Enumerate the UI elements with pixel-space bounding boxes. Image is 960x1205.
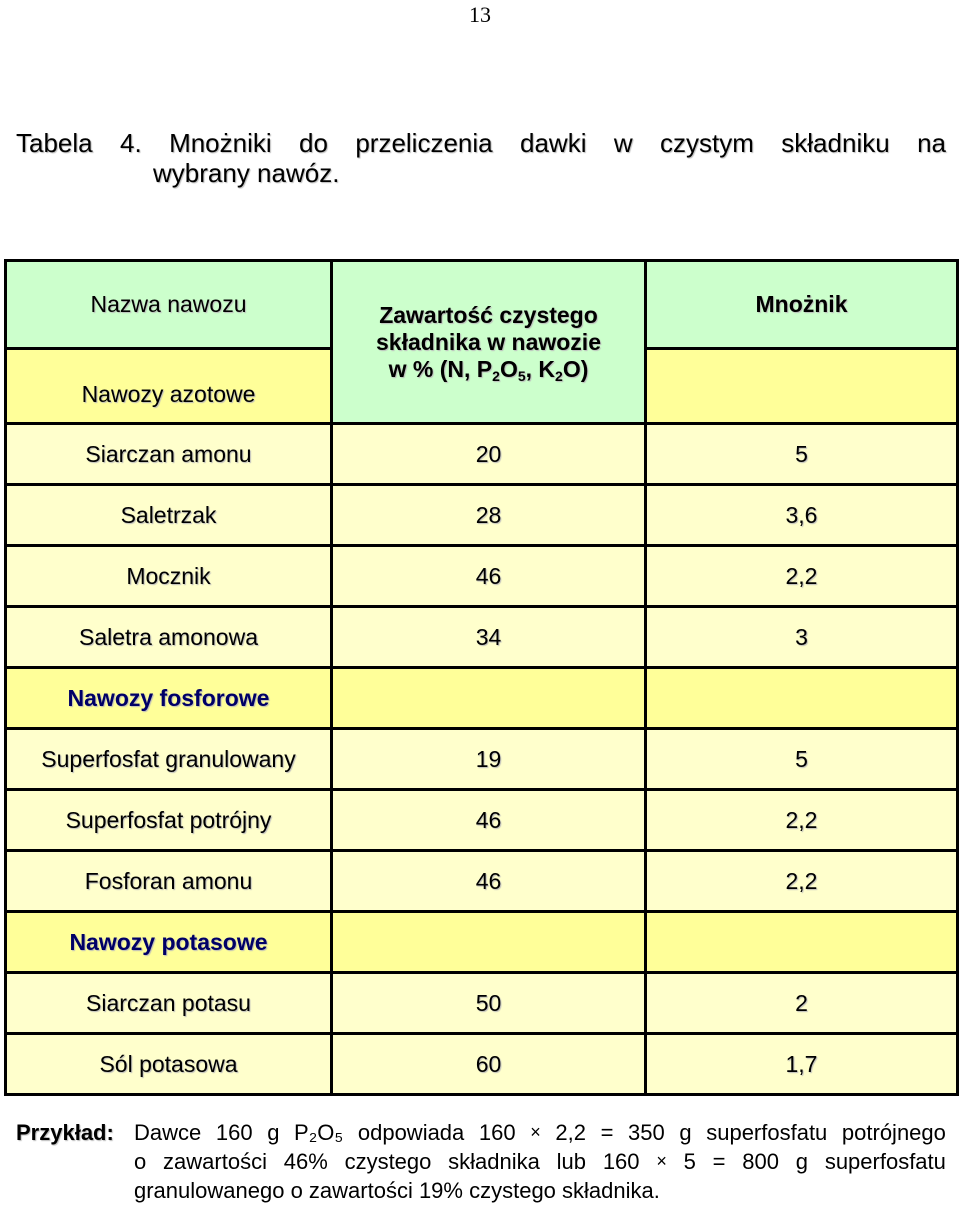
multiply-sign: × — [656, 1151, 667, 1171]
row-name: Siarczan amonu — [6, 424, 332, 485]
row-content: 60 — [332, 1034, 646, 1095]
category-label: Nawozy fosforowe — [6, 668, 332, 729]
table-row — [6, 424, 958, 485]
row-content: 46 — [332, 546, 646, 607]
row-content: 46 — [332, 851, 646, 912]
row-multiplier: 1,7 — [646, 1034, 958, 1095]
category-empty-cell — [646, 349, 958, 424]
row-multiplier: 5 — [646, 729, 958, 790]
fertilizer-multiplier-table — [4, 259, 959, 1096]
header-content-line-2: składnika w nawozie — [376, 328, 601, 355]
caption-line-2: wybrany nawóz. — [153, 158, 340, 188]
category-row — [6, 912, 958, 973]
row-content: 19 — [332, 729, 646, 790]
table-header-row — [6, 261, 958, 349]
row-multiplier: 3 — [646, 607, 958, 668]
category-label: Nawozy azotowe — [6, 349, 332, 424]
row-name: Sól potasowa — [6, 1034, 332, 1095]
table-row — [6, 790, 958, 851]
table-row — [6, 1034, 958, 1095]
table-row — [6, 546, 958, 607]
row-name: Siarczan potasu — [6, 973, 332, 1034]
row-name: Mocznik — [6, 546, 332, 607]
example-label: Przykład: — [16, 1120, 114, 1145]
table-row — [6, 851, 958, 912]
category-empty-cell — [332, 668, 646, 729]
header-content — [332, 261, 646, 424]
caption-word: do — [299, 128, 328, 158]
caption-line-1 — [16, 128, 946, 158]
caption-word: składniku — [781, 128, 890, 158]
row-content: 50 — [332, 973, 646, 1034]
row-name: Saletrzak — [6, 485, 332, 546]
category-label: Nawozy potasowe — [6, 912, 332, 973]
example-text-line-1: Dawce 160 g P₂O₅ odpowiada 160 × 2,2 = 350 g superfosfatu potrójnego — [134, 1120, 946, 1145]
header-name: Nazwa nawozu — [6, 261, 332, 349]
category-empty-cell — [646, 668, 958, 729]
row-name: Superfosfat potrójny — [6, 790, 332, 851]
row-content: 46 — [332, 790, 646, 851]
category-empty-cell — [332, 912, 646, 973]
example-text-line-2: o zawartości 46% czystego składnika lub 160 × 5 = 800 g superfosfatu — [134, 1149, 946, 1174]
table-row — [6, 729, 958, 790]
table-row — [6, 485, 958, 546]
caption-word: Tabela — [16, 128, 93, 158]
multiply-sign: × — [530, 1122, 541, 1142]
table-caption — [16, 128, 946, 188]
row-content: 28 — [332, 485, 646, 546]
caption-word: dawki — [520, 128, 587, 158]
row-multiplier: 2,2 — [646, 851, 958, 912]
row-name: Superfosfat granulowany — [6, 729, 332, 790]
caption-word: czystym — [660, 128, 754, 158]
row-multiplier: 2,2 — [646, 546, 958, 607]
page-number: 13 — [469, 2, 491, 27]
caption-word: na — [917, 128, 946, 158]
table-row — [6, 973, 958, 1034]
row-multiplier: 2,2 — [646, 790, 958, 851]
caption-word: 4. — [120, 128, 142, 158]
row-name: Saletra amonowa — [6, 607, 332, 668]
caption-word: przeliczenia — [355, 128, 493, 158]
fertilizer-table-container — [4, 259, 959, 1096]
caption-word: w — [613, 128, 633, 158]
header-content-line-3: w % (N, $P_2O_5$, $K_2O$) — [388, 355, 589, 384]
row-multiplier: 5 — [646, 424, 958, 485]
table-row — [6, 607, 958, 668]
example-text-line-3: granulowanego o zawartości 19% czystego składnika. — [134, 1178, 660, 1203]
row-content: 34 — [332, 607, 646, 668]
header-content-line-1: Zawartość czystego — [379, 301, 598, 328]
row-name: Fosforan amonu — [6, 851, 332, 912]
example-line-1 — [16, 1118, 946, 1147]
row-multiplier: 3,6 — [646, 485, 958, 546]
caption-word: Mnożniki — [169, 128, 272, 158]
category-empty-cell — [646, 912, 958, 973]
category-row — [6, 668, 958, 729]
header-multiplier: Mnożnik — [646, 261, 958, 349]
example-note — [16, 1118, 946, 1205]
row-content: 20 — [332, 424, 646, 485]
row-multiplier: 2 — [646, 973, 958, 1034]
